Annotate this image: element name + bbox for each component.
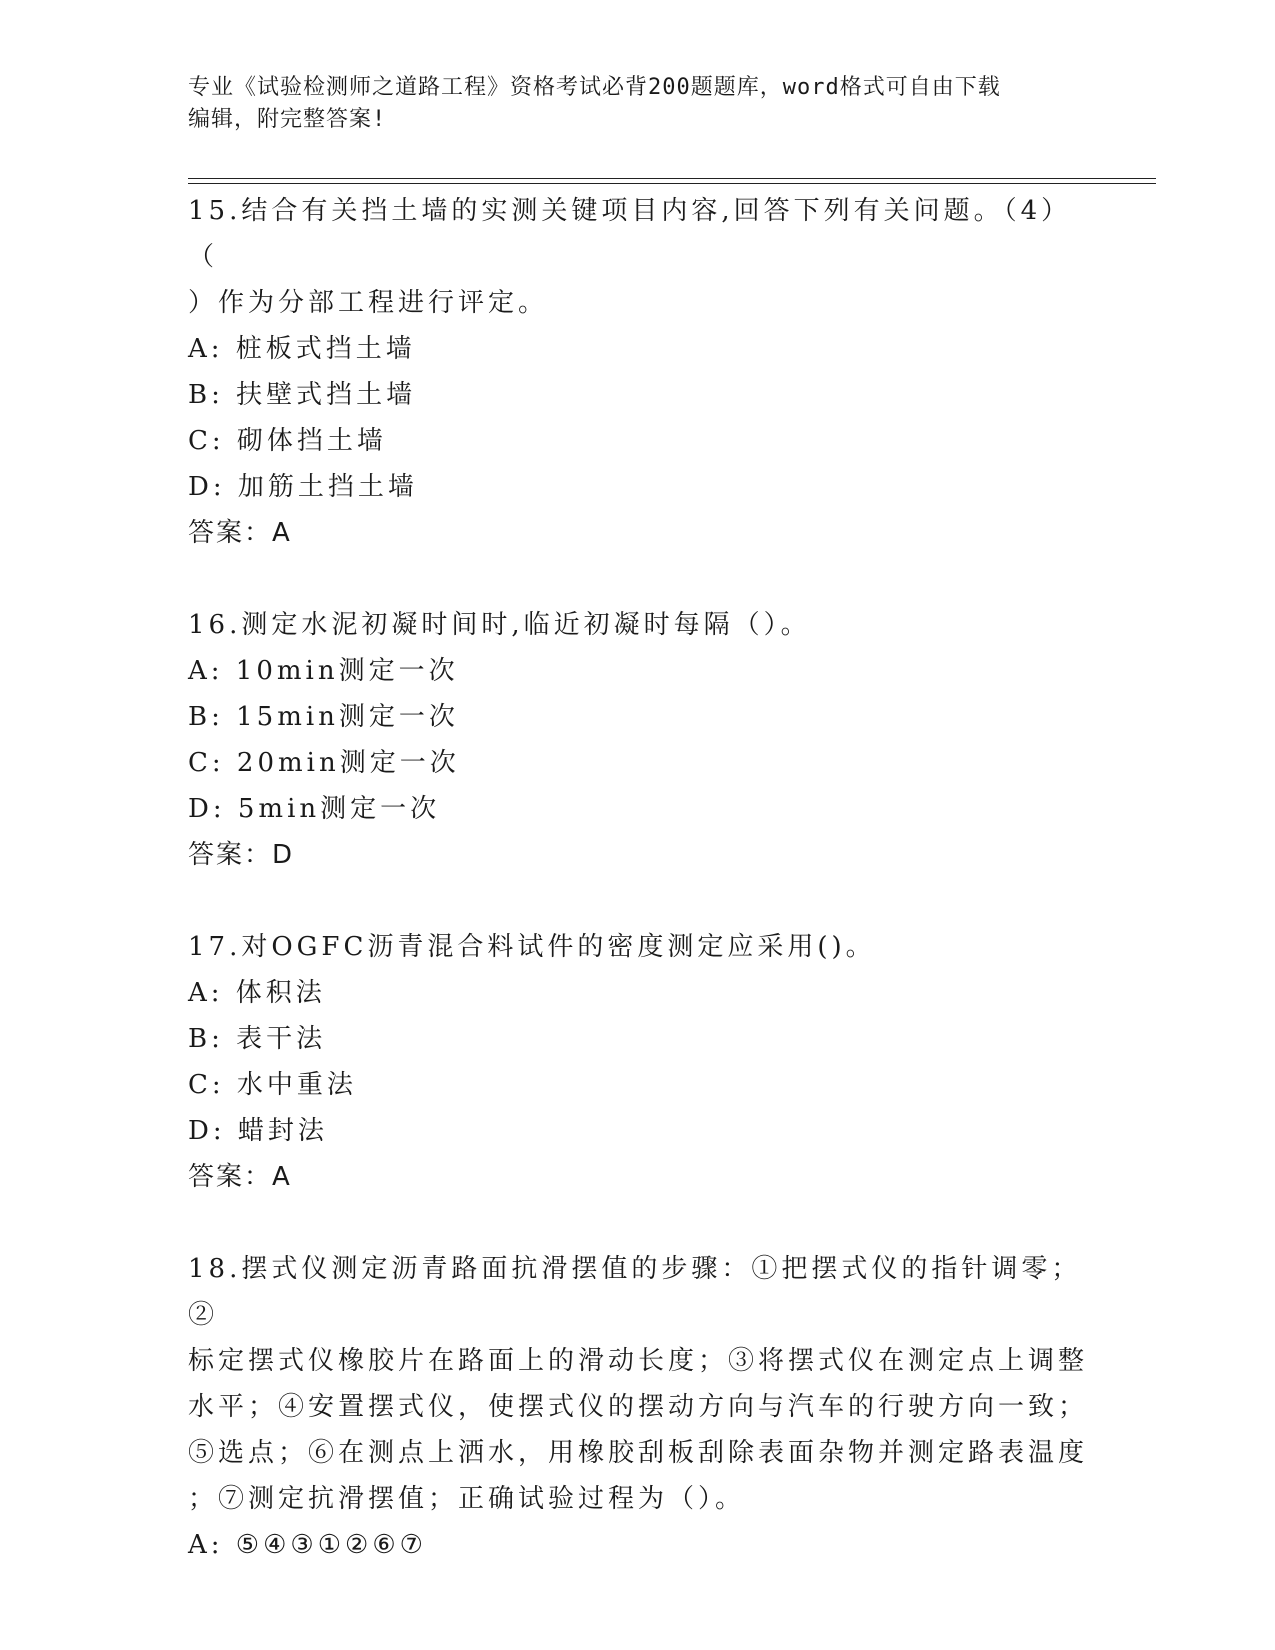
- option-c: C: 20min测定一次: [188, 748, 460, 778]
- header-divider-top: [188, 178, 1156, 179]
- question-stem-line: 17.对OGFC沥青混合料试件的密度测定应采用()。: [188, 932, 876, 962]
- question-15: [188, 188, 1088, 556]
- question-18: [188, 1246, 1088, 1568]
- question-stem-line: 18.摆式仪测定沥青路面抗滑摆值的步骤：①把摆式仪的指针调零；②: [188, 1254, 1082, 1330]
- option-b: B: 扶壁式挡土墙: [188, 380, 417, 410]
- option-d: D: 5min测定一次: [188, 794, 441, 824]
- option-c: C: 砌体挡土墙: [188, 426, 387, 456]
- question-stem-line: ⑤选点；⑥在测点上洒水，用橡胶刮板刮除表面杂物并测定路表温度: [188, 1438, 1089, 1468]
- option-a: A: ⑤④③①②⑥⑦: [188, 1530, 427, 1560]
- question-stem-line: 标定摆式仪橡胶片在路面上的滑动长度；③将摆式仪在测定点上调整: [188, 1346, 1089, 1376]
- question-stem-line: 16.测定水泥初凝时间时,临近初凝时每隔（）。: [188, 610, 811, 640]
- question-16: [188, 602, 1088, 878]
- answer-text: 答案：A: [188, 1162, 292, 1192]
- option-b: B: 表干法: [188, 1024, 327, 1054]
- header-title-line-1: 专业《试验检测师之道路工程》资格考试必背200题题库，word格式可自由下载: [188, 75, 1001, 100]
- question-stem-line: 15.结合有关挡土墙的实测关键项目内容,回答下列有关问题。（4）（: [188, 196, 1072, 272]
- option-a: A: 桩板式挡土墙: [188, 334, 416, 364]
- answer-text: 答案：D: [188, 840, 295, 870]
- header-title-line-2: 编辑，附完整答案!: [188, 107, 387, 132]
- option-c: C: 水中重法: [188, 1070, 357, 1100]
- question-17: [188, 924, 1088, 1200]
- option-a: A: 10min测定一次: [188, 656, 459, 686]
- question-stem-line: 水平；④安置摆式仪，使摆式仪的摆动方向与汽车的行驶方向一致；: [188, 1392, 1089, 1422]
- option-b: B: 15min测定一次: [188, 702, 459, 732]
- question-list: [188, 188, 1088, 1614]
- question-stem-line: ）作为分部工程进行评定。: [188, 288, 549, 318]
- document-header: [188, 72, 1088, 136]
- option-a: A: 体积法: [188, 978, 326, 1008]
- option-d: D: 加筋土挡土墙: [188, 472, 418, 502]
- question-stem-line: ；⑦测定抗滑摆值；正确试验过程为（）。: [188, 1484, 746, 1514]
- header-divider-bottom: [188, 183, 1156, 184]
- answer-text: 答案：A: [188, 518, 292, 548]
- option-d: D: 蜡封法: [188, 1116, 328, 1146]
